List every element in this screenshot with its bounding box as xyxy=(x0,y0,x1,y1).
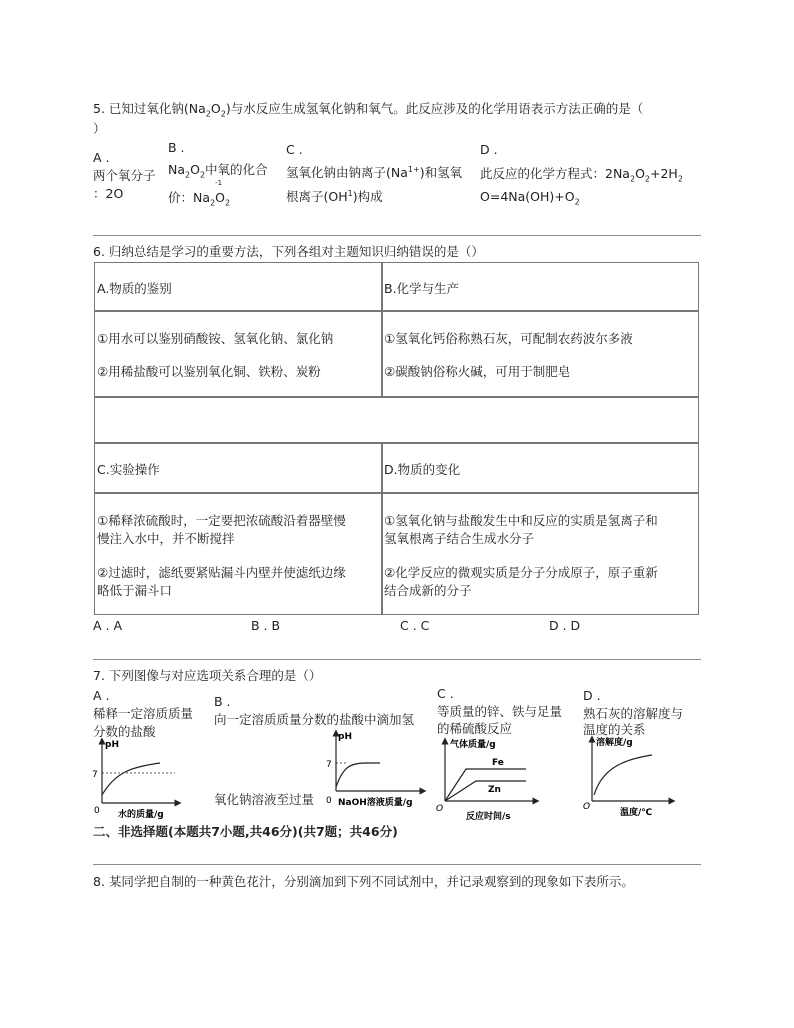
curve xyxy=(102,763,160,795)
q6-answer-c[interactable]: C . C xyxy=(400,618,430,633)
q5-option-b-label[interactable]: B . xyxy=(168,140,185,155)
q7-option-d-label[interactable]: D . xyxy=(583,688,601,703)
q6-cell-a-head xyxy=(94,262,383,312)
zn-line xyxy=(445,781,526,801)
q6-c2-line1: ②过滤时，滤纸要紧贴漏斗内壁并使滤纸边缘 xyxy=(97,565,346,580)
section-2-title: 二、非选择题(本题共7小题,共46分)(共7题；共46分) xyxy=(93,824,398,839)
q6-c2-line2: 略低于漏斗口 xyxy=(97,583,173,598)
q7-option-c-line1: 等质量的锌、铁与足量 xyxy=(437,704,563,719)
q7-option-d-line1: 熟石灰的溶解度与 xyxy=(583,706,684,721)
q6-cell-b-head xyxy=(381,262,699,312)
graph-d xyxy=(580,735,680,820)
q6-a1: ①用水可以鉴别硝酸铵、氢氧化钠、氯化钠 xyxy=(97,331,334,346)
q6-c1-line2: 慢注入水中，并不断搅拌 xyxy=(97,531,235,546)
q6-d1-line1: ①氢氧化钠与盐酸发生中和反应的实质是氢离子和 xyxy=(384,513,658,528)
q7-stem: 7. 下列图像与对应选项关系合理的是（） xyxy=(93,668,322,683)
q7-option-a-label[interactable]: A . xyxy=(93,688,110,703)
q6-b-head-text: B.化学与生产 xyxy=(384,281,460,296)
x-label: 温度/℃ xyxy=(620,808,653,818)
q5-option-d-line1: 此反应的化学方程式：$2Na_2O_2+2H_2$ xyxy=(480,166,683,184)
q5-option-c-label[interactable]: C . xyxy=(286,142,303,157)
q6-empty-row xyxy=(94,396,699,444)
q7-option-b-line1: 向一定溶质质量分数的盐酸中滴加氢 xyxy=(214,712,415,727)
q6-c-head-text: C.实验操作 xyxy=(97,462,160,477)
x-label: 反应时间/s xyxy=(466,812,511,822)
q6-cell-c-body xyxy=(94,492,383,615)
q7-option-a-line2: 分数的盐酸 xyxy=(93,724,156,739)
graph-c xyxy=(436,737,546,822)
x-label: 水的质量/g xyxy=(118,810,164,820)
q7-option-c-label[interactable]: C . xyxy=(437,686,454,701)
q8-stem: 8. 某同学把自制的一种黄色花汁，分别滴加到下列不同试剂中，并记录观察到的现象如下表所示。 xyxy=(93,874,634,889)
q7-option-d-line2: 温度的关系 xyxy=(583,722,646,737)
origin: O xyxy=(583,802,591,812)
q5-option-b-line2: 价：$Na_2$ -1 $O_2$ xyxy=(168,179,231,208)
fe-line xyxy=(445,769,526,801)
q6-b1: ①氢氧化钙俗称熟石灰，可配制农药波尔多液 xyxy=(384,331,633,346)
fe-label: Fe xyxy=(492,758,504,768)
divider xyxy=(93,659,701,660)
q5-stem-line2: ） xyxy=(93,121,106,136)
q5-option-c-line2: 根离子$(OH^1)$构成 xyxy=(286,188,383,204)
y7-label: 7 xyxy=(326,760,332,770)
q6-answer-a[interactable]: A . A xyxy=(93,618,123,633)
q6-cell-d-body xyxy=(381,492,699,615)
graph-b xyxy=(318,727,430,809)
q6-a-head-text: A.物质的鉴别 xyxy=(97,281,172,296)
q6-b2: ②碳酸钠俗称火碱，可用于制肥皂 xyxy=(384,364,571,379)
curve xyxy=(594,755,652,795)
q6-a2: ②用稀盐酸可以鉴别氧化铜、铁粉、炭粉 xyxy=(97,364,321,379)
q6-cell-a-body xyxy=(94,310,383,398)
q6-cell-d-head xyxy=(381,442,699,494)
q5-option-b-line1: $Na_2O_2$中氧的化合 xyxy=(168,162,268,180)
q6-stem: 6. 归纳总结是学习的重要方法，下列各组对主题知识归纳错误的是（） xyxy=(93,244,484,259)
q5-option-d-label[interactable]: D . xyxy=(480,142,498,157)
q5-option-c-line1: 氢氧化钠由钠离子$(Na^{1+})$和氢氧 xyxy=(286,164,463,180)
y-label: pH xyxy=(338,732,352,742)
divider xyxy=(93,235,701,236)
q6-d1-line2: 氢氧根离子结合生成水分子 xyxy=(384,531,535,546)
y-label: 气体质量/g xyxy=(450,740,496,750)
q6-d2-line2: 结合成新的分子 xyxy=(384,583,472,598)
y7-label: 7 xyxy=(92,770,98,780)
divider xyxy=(93,864,701,865)
q7-option-a-line1: 稀释一定溶质质量 xyxy=(93,706,194,721)
y-label: 溶解度/g xyxy=(596,738,633,748)
q5-option-a-line2: ：2O xyxy=(93,186,124,201)
q6-d-head-text: D.物质的变化 xyxy=(384,462,461,477)
y-label: pH xyxy=(105,740,119,750)
q7-option-b-line2: 氧化钠溶液至过量 xyxy=(214,792,315,807)
zn-label: Zn xyxy=(488,785,501,795)
q6-d2-line1: ②化学反应的微观实质是分子分成原子，原子重新 xyxy=(384,565,658,580)
q7-option-c-line2: 的稀硫酸反应 xyxy=(437,721,513,736)
graph-a xyxy=(90,735,190,820)
q5-option-a-label[interactable]: A . xyxy=(93,150,110,165)
q6-answer-d[interactable]: D . D xyxy=(549,618,581,633)
origin: O xyxy=(436,804,444,814)
q5-stem-line1: 5. 已知过氧化钠$(Na_2O_2)$与水反应生成氢氧化钠和氧气。此反应涉及的化学用语表示方法正确的是（ xyxy=(93,101,644,119)
curve xyxy=(336,763,380,787)
q7-option-b-label[interactable]: B . xyxy=(214,694,231,709)
q6-c1-line1: ①稀释浓硫酸时，一定要把浓硫酸沿着器壁慢 xyxy=(97,513,346,528)
origin: 0 xyxy=(94,806,100,816)
origin: 0 xyxy=(326,796,332,806)
q5-option-d-line2: $O=4Na(OH)+O_2$ xyxy=(480,189,580,207)
q6-cell-b-body xyxy=(381,310,699,398)
q5-option-a-line1: 两个氧分子 xyxy=(93,168,156,183)
q6-answer-b[interactable]: B . B xyxy=(251,618,281,633)
x-label: NaOH溶液质量/g xyxy=(338,798,413,808)
valence-mark: -1 xyxy=(215,179,223,187)
q6-cell-c-head xyxy=(94,442,383,494)
